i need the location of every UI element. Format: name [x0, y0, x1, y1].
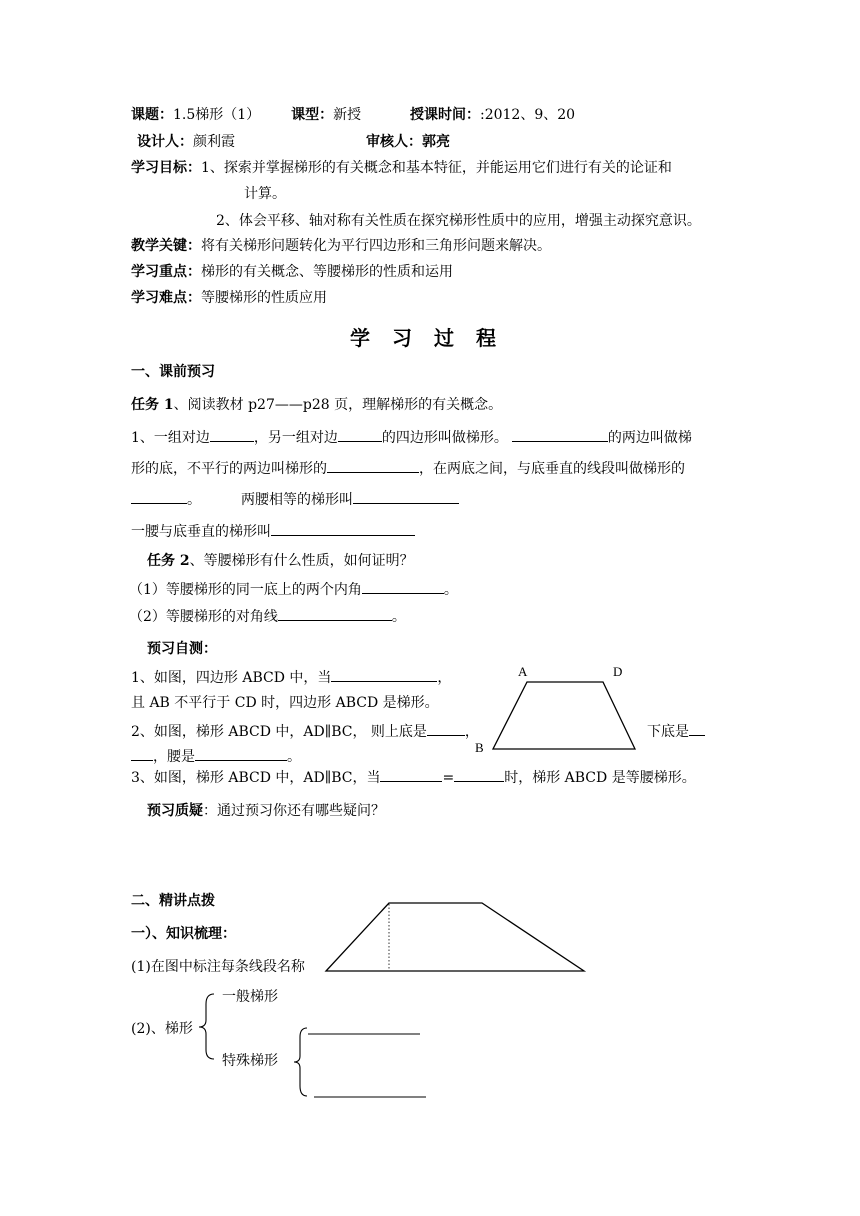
st2-line2 [131, 746, 301, 766]
reviewer-label: 审核人： [366, 134, 422, 150]
st2-text-e: 。 [287, 749, 301, 765]
q1-line4 [131, 521, 415, 541]
designer-label: 设计人： [137, 134, 193, 150]
difficulty-text: 等腰梯形的性质应用 [201, 290, 327, 306]
t2-q1-text: （1）等腰梯形的同一底上的两个内角 [129, 582, 362, 598]
t2-q1 [129, 579, 458, 599]
goals-item1-line2: 计算。 [244, 186, 286, 202]
q1-blank-5[interactable] [131, 489, 187, 504]
q1-text-e: 形的底，不平行的两边叫梯形的 [131, 461, 327, 477]
st3-line [131, 767, 696, 787]
section2-title: 二、精讲点拨 [131, 893, 215, 909]
task1-label: 任务 1 [131, 397, 174, 413]
goals-label: 学习目标： [131, 160, 201, 176]
st2-blank-1[interactable] [427, 721, 465, 736]
key-line [131, 237, 551, 255]
label-d: D [613, 664, 623, 679]
q1-text-g: 。 [187, 492, 201, 508]
difficulty-line [131, 289, 327, 307]
question-label: 预习质疑 [147, 803, 203, 819]
time-label: 授课时间： [409, 107, 480, 123]
st1-line2: 且 AB 不平行于 CD 时，四边形 ABCD 是梯形。 [131, 695, 439, 711]
st3-text-a: 3、如图，梯形 ABCD 中，AD∥BC，当 [131, 770, 381, 786]
trapezoid-abcd [493, 682, 635, 749]
question-text: ：通过预习你还有哪些疑问？ [203, 803, 385, 819]
q1-line1 [131, 427, 692, 447]
time-value: :2012、9、20 [479, 107, 576, 123]
st2-blank-2b[interactable] [131, 746, 153, 761]
q1-text-a: 1、一组对边 [131, 430, 210, 446]
t2-q2-blank[interactable] [278, 606, 392, 621]
section1-title: 一、课前预习 [131, 364, 215, 380]
t2-q2-end: 。 [391, 609, 406, 625]
designer-value: 颜利霞 [193, 134, 235, 150]
section2-item2: (2)、梯形 [131, 1021, 193, 1037]
q1-blank-1[interactable] [210, 427, 254, 442]
label-a: A [518, 664, 528, 679]
q1-line2 [131, 458, 685, 478]
brace-large [199, 994, 214, 1059]
topic-value: 1.5梯形（1） [173, 107, 261, 123]
goals-line-1 [131, 159, 672, 177]
q1-blank-3[interactable] [512, 427, 608, 442]
task2-text: 、等腰梯形有什么性质，如何证明？ [189, 553, 414, 569]
st2-lower [647, 721, 705, 741]
t2-q2 [129, 606, 406, 626]
st2-text-d: ，腰是 [153, 749, 195, 765]
q1-text-i: 一腰与底垂直的梯形叫 [131, 524, 271, 540]
q1-blank-2[interactable] [338, 427, 382, 442]
special-trapezoid: 特殊梯形 [222, 1053, 278, 1069]
st1-text-b: ， [437, 670, 452, 686]
task1 [131, 396, 502, 414]
t2-q1-end: 。 [443, 582, 458, 598]
focus-text: 梯形的有关概念、等腰梯形的性质和运用 [201, 264, 453, 280]
st3-blank-2[interactable] [454, 767, 504, 782]
type-value: 新授 [333, 107, 362, 123]
general-trapezoid: 一般梯形 [222, 989, 278, 1005]
brace-small [294, 1028, 307, 1096]
st3-blank-1[interactable] [380, 767, 442, 782]
section2-sub1: 一）、知识梳理： [131, 926, 236, 942]
q1-text-h: 两腰相等的梯形叫 [241, 492, 353, 508]
difficulty-label: 学习难点： [131, 290, 201, 306]
focus-label: 学习重点： [131, 264, 201, 280]
header-line-1 [131, 106, 575, 124]
q1-blank-4[interactable] [327, 458, 419, 473]
st2-blank-2a[interactable] [689, 721, 705, 736]
st2-text-c: 下底是 [647, 724, 689, 740]
type-label: 课型： [291, 107, 334, 123]
q1-blank-7[interactable] [271, 521, 415, 536]
st2-line1 [131, 721, 479, 741]
t2-q2-text: （2）等腰梯形的对角线 [129, 609, 278, 625]
header-line-2 [137, 133, 235, 151]
task1-text: 、阅读教材 p27——p28 页，理解梯形的有关概念。 [173, 397, 503, 413]
selftest-label: 预习自测： [147, 641, 217, 657]
st3-text-c: 时，梯形 ABCD 是等腰梯形。 [504, 770, 696, 786]
reviewer [366, 133, 450, 151]
q1-text-c: 的四边形叫做梯形。 [381, 430, 508, 446]
task2-label: 任务 2 [147, 553, 190, 569]
q1-blank-6[interactable] [353, 489, 459, 504]
st2-blank-3[interactable] [195, 746, 287, 761]
st3-text-b: = [442, 770, 455, 786]
section2-item1: (1)在图中标注每条线段名称 [131, 959, 305, 975]
key-label: 教学关键： [131, 238, 201, 254]
process-title: 学习过程 [350, 326, 518, 350]
topic-label: 课题： [131, 107, 173, 123]
goals-item1-line1: 1、探索并掌握梯形的有关概念和基本特征，并能运用它们进行有关的论证和 [201, 160, 672, 176]
q1-text-d: 的两边叫做梯 [607, 430, 692, 446]
st1-line1 [131, 667, 451, 687]
trapezoid-large [326, 903, 584, 971]
key-text: 将有关梯形问题转化为平行四边形和三角形问题来解决。 [201, 238, 551, 254]
q1-text-b: ，另一组对边 [253, 430, 338, 446]
focus-line [131, 263, 453, 281]
label-b: B [475, 740, 484, 755]
st2-text-b: ， [464, 724, 479, 740]
reviewer-value: 郭亮 [422, 134, 450, 150]
q1-line3 [131, 489, 459, 509]
t2-q1-blank[interactable] [362, 579, 444, 594]
st1-blank[interactable] [331, 667, 437, 682]
task2 [147, 552, 414, 570]
q1-text-f: ，在两底之间，与底垂直的线段叫做梯形的 [419, 461, 685, 477]
goals-item2: 2、体会平移、轴对称有关性质在探究梯形性质中的应用，增强主动探究意识。 [216, 213, 701, 229]
question-line [147, 802, 385, 820]
st1-text-a: 1、如图，四边形 ABCD 中，当 [131, 670, 332, 686]
st2-text-a: 2、如图，梯形 ABCD 中，AD∥BC， 则上底是 [131, 724, 427, 740]
